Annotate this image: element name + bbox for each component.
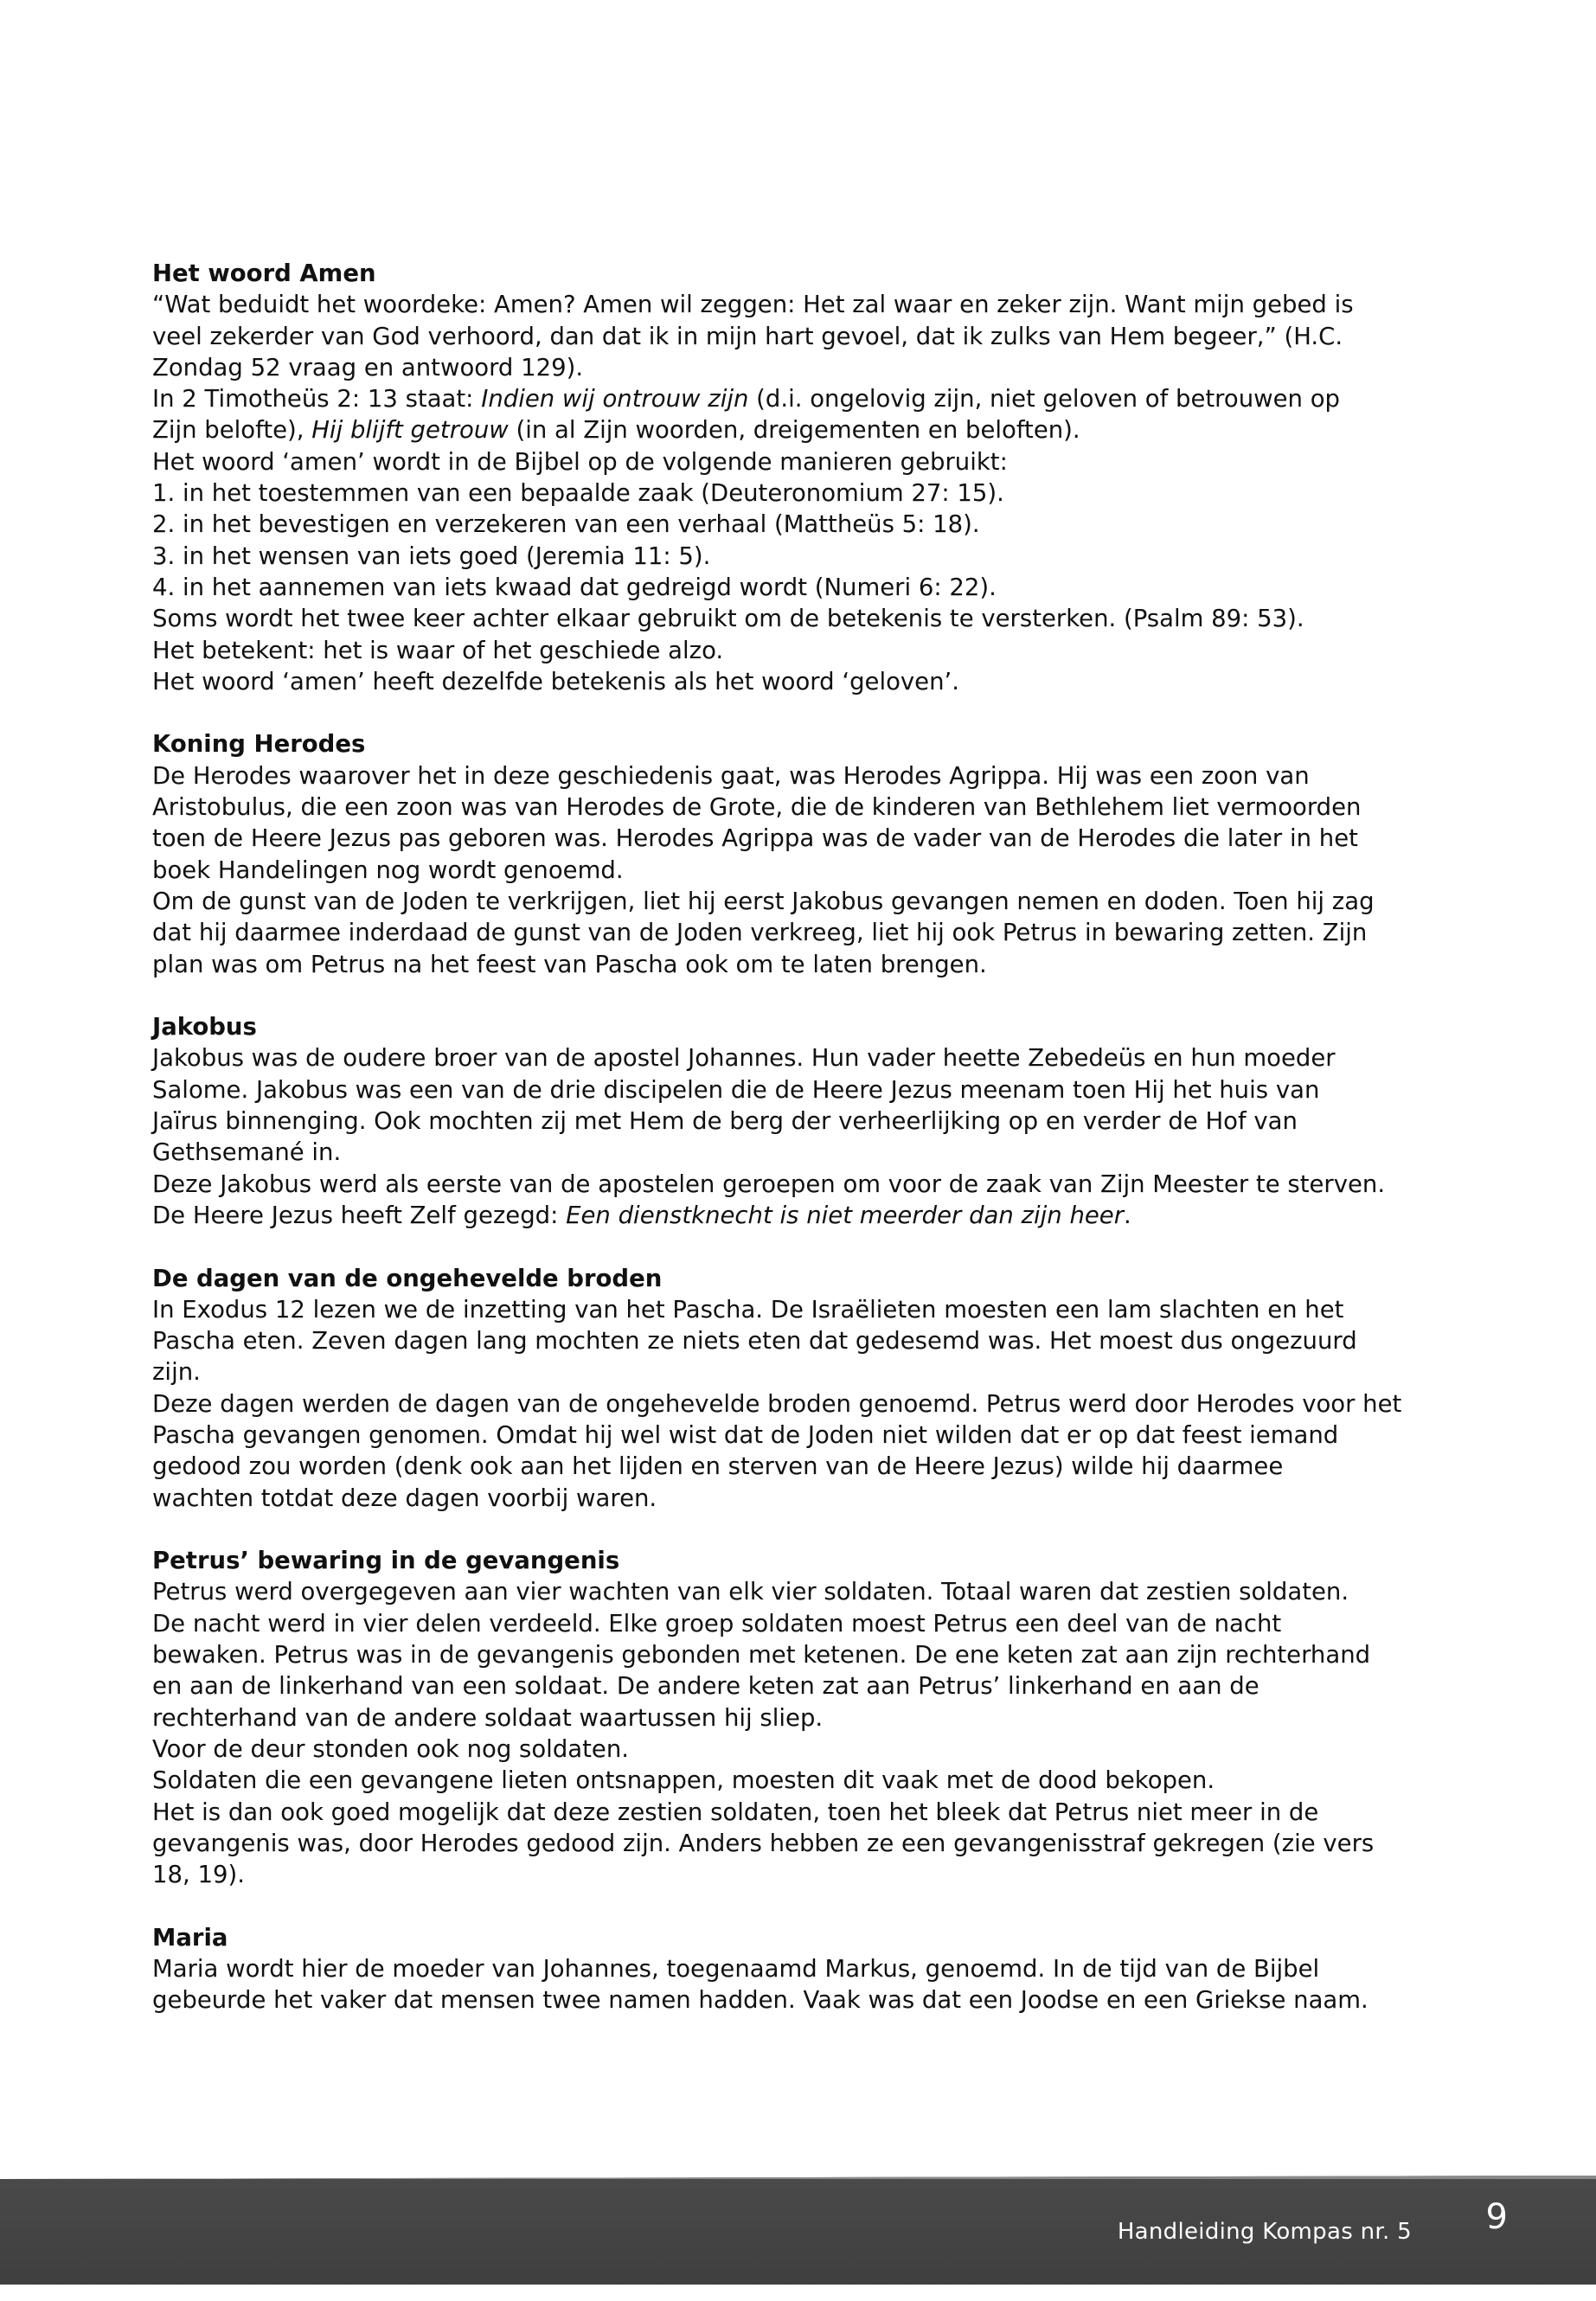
paragraph-line: gevangenis was, door Herodes gedood zijn. Anders hebben ze een gevangenisstraf gekregen (zie vers bbox=[152, 1829, 1375, 1857]
line-text: (d.i. ongelovig zijn, niet geloven of betrouwen op bbox=[748, 385, 1340, 413]
paragraph-line: In Exodus 12 lezen we de inzetting van het Pascha. De Israëlieten moesten een lam slachten en het bbox=[152, 1295, 1344, 1324]
paragraph-line: Het betekent: het is waar of het geschiede alzo. bbox=[152, 636, 724, 664]
paragraph-line: 3. in het wensen van iets goed (Jeremia 11: 5). bbox=[152, 542, 711, 570]
paragraph-line: Pascha eten. Zeven dagen lang mochten ze niets eten dat gedesemd was. Het moest dus ongezuurd bbox=[152, 1327, 1357, 1356]
section-heading: Maria bbox=[152, 1923, 228, 1952]
italic-quote: Hij blijft getrouw bbox=[311, 416, 509, 445]
line-text: De Heere Jezus heeft Zelf gezegd: bbox=[152, 1201, 567, 1229]
paragraph-line: Om de gunst van de Joden te verkrijgen, liet hij eerst Jakobus gevangen nemen en doden. Toen hij zag bbox=[152, 887, 1375, 915]
paragraph-line bbox=[152, 1200, 1424, 1231]
line-text: (in al Zijn woorden, dreigementen en beloften). bbox=[508, 416, 1080, 445]
paragraph-line: 1. in het toestemmen van een bepaalde zaak (Deuteronomium 27: 15). bbox=[152, 479, 1004, 508]
paragraph-line: Salome. Jakobus was een van de drie discipelen die de Heere Jezus meenam toen Hij het huis van bbox=[152, 1075, 1320, 1104]
paragraph-line: boek Handelingen nog wordt genoemd. bbox=[152, 856, 624, 884]
paragraph-line: Soldaten die een gevangene lieten ontsnappen, moesten dit vaak met de dood bekopen. bbox=[152, 1766, 1215, 1795]
paragraph-line: dat hij daarmee inderdaad de gunst van de Joden verkreeg, liet hij ook Petrus in bewaring zetten. Zijn bbox=[152, 919, 1368, 947]
paragraph-line: Het is dan ook goed mogelijk dat deze zestien soldaten, toen het bleek dat Petrus niet meer in de bbox=[152, 1798, 1319, 1826]
section bbox=[152, 258, 1424, 697]
paragraph-line: Aristobulus, die een zoon was van Herodes de Grote, die de kinderen van Bethlehem liet vermoorden bbox=[152, 793, 1362, 822]
italic-quote: Een dienstknecht is niet meerder dan zijn heer bbox=[566, 1201, 1125, 1229]
paragraph-line: 2. in het bevestigen en verzekeren van een verhaal (Mattheüs 5: 18). bbox=[152, 510, 980, 539]
paragraph-line: veel zekerder van God verhoord, dan dat ik in mijn hart gevoel, dat ik zulks van Hem begeer,” (H.C. bbox=[152, 322, 1343, 350]
paragraph-line: Gethsemané in. bbox=[152, 1138, 342, 1167]
paragraph-line: Deze dagen werden de dagen van de ongehevelde broden genoemd. Petrus werd door Herodes voor het bbox=[152, 1389, 1402, 1418]
section bbox=[152, 1545, 1424, 1890]
section bbox=[152, 1922, 1424, 2016]
page-number: 9 bbox=[1485, 2197, 1508, 2237]
paragraph-line bbox=[152, 414, 1424, 445]
paragraph-line: toen de Heere Jezus pas geboren was. Herodes Agrippa was de vader van de Herodes die later in het bbox=[152, 824, 1358, 853]
footer-title: Handleiding Kompas nr. 5 bbox=[1117, 2219, 1412, 2245]
paragraph-line: gebeurde het vaker dat mensen twee namen hadden. Vaak was dat een Joodse en een Griekse naam. bbox=[152, 1986, 1368, 2015]
paragraph-line: Het woord ‘amen’ heeft dezelfde betekenis als het woord ‘geloven’. bbox=[152, 667, 960, 695]
section-heading: Koning Herodes bbox=[152, 730, 366, 759]
paragraph-line: Pascha gevangen genomen. Omdat hij wel wist dat de Joden niet wilden dat er op dat feest iemand bbox=[152, 1420, 1339, 1449]
section-heading: De dagen van de ongehevelde broden bbox=[152, 1264, 663, 1292]
paragraph-line: Deze Jakobus werd als eerste van de apostelen geroepen om voor de zaak van Zijn Meester te sterven. bbox=[152, 1170, 1386, 1198]
line-text: . bbox=[1124, 1201, 1131, 1229]
paragraph-line: Voor de deur stonden ook nog soldaten. bbox=[152, 1734, 629, 1763]
section-heading: Petrus’ bewaring in de gevangenis bbox=[152, 1547, 620, 1575]
paragraph-line bbox=[152, 383, 1424, 414]
paragraph-line: bewaken. Petrus was in de gevangenis gebonden met ketenen. De ene keten zat aan zijn rechterhand bbox=[152, 1641, 1371, 1670]
paragraph-line: zijn. bbox=[152, 1358, 201, 1387]
paragraph-line: Soms wordt het twee keer achter elkaar gebruikt om de betekenis te versterken. (Psalm 89: 53). bbox=[152, 605, 1304, 633]
paragraph-line: Jakobus was de oudere broer van de apostel Johannes. Hun vader heette Zebedeüs en hun moeder bbox=[152, 1044, 1336, 1073]
paragraph-line: rechterhand van de andere soldaat waartussen hij sliep. bbox=[152, 1703, 824, 1732]
paragraph-line: plan was om Petrus na het feest van Pascha ook om te laten brengen. bbox=[152, 950, 987, 978]
document-body bbox=[152, 258, 1424, 2016]
line-text: Zijn belofte), bbox=[152, 416, 312, 445]
italic-quote: Indien wij ontrouw zijn bbox=[481, 385, 749, 413]
paragraph-line: en aan de linkerhand van een soldaat. De andere keten zat aan Petrus’ linkerhand en aan de bbox=[152, 1672, 1259, 1701]
paragraph-line: Het woord ‘amen’ wordt in de Bijbel op de volgende manieren gebruikt: bbox=[152, 447, 1008, 476]
paragraph-line: De Herodes waarover het in deze geschiedenis gaat, was Herodes Agrippa. Hij was een zoon van bbox=[152, 761, 1310, 790]
paragraph-line: wachten totdat deze dagen voorbij waren. bbox=[152, 1484, 657, 1512]
paragraph-line: gedood zou worden (denk ook aan het lijden en sterven van de Heere Jezus) wilde hij daarmee bbox=[152, 1452, 1284, 1481]
paragraph-line: Maria wordt hier de moeder van Johannes, toegenaamd Markus, genoemd. In de tijd van de Bijbel bbox=[152, 1955, 1320, 1984]
paragraph-line: “Wat beduidt het woordeke: Amen? Amen wil zeggen: Het zal waar en zeker zijn. Want mijn gebed is bbox=[152, 291, 1354, 319]
paragraph-line: Petrus werd overgegeven aan vier wachten van elk vier soldaten. Totaal waren dat zestien soldaten. bbox=[152, 1578, 1349, 1606]
section bbox=[152, 1263, 1424, 1514]
line-text: In 2 Timotheüs 2: 13 staat: bbox=[152, 385, 482, 413]
section-heading: Het woord Amen bbox=[152, 260, 376, 287]
paragraph-line: Jaïrus binnenging. Ook mochten zij met Hem de berg der verheerlijking op en verder de Hof van bbox=[152, 1107, 1298, 1136]
paragraph-line: Zondag 52 vraag en antwoord 129). bbox=[152, 353, 584, 381]
paragraph-line: 4. in het aannemen van iets kwaad dat gedreigd wordt (Numeri 6: 22). bbox=[152, 573, 997, 601]
section bbox=[152, 728, 1424, 979]
paragraph-line: 18, 19). bbox=[152, 1861, 245, 1889]
paragraph-line: De nacht werd in vier delen verdeeld. Elke groep soldaten moest Petrus een deel van de nacht bbox=[152, 1609, 1282, 1638]
section bbox=[152, 1011, 1424, 1231]
section-heading: Jakobus bbox=[152, 1013, 257, 1042]
